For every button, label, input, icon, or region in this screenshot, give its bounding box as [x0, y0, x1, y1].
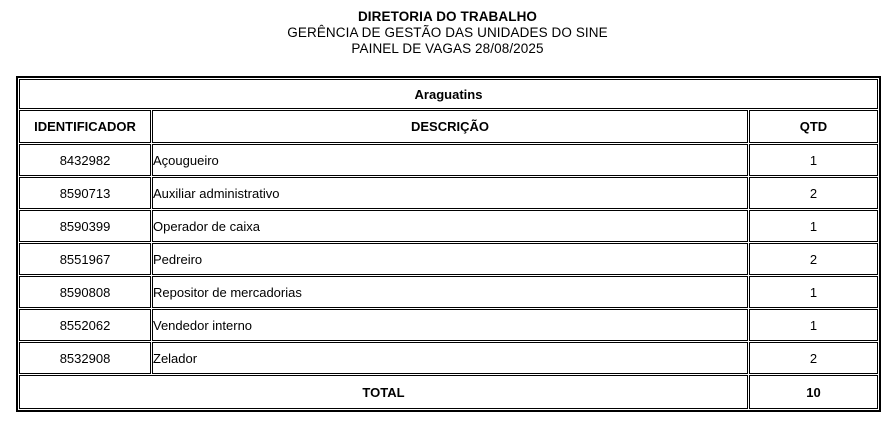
row-descricao: Vendedor interno: [152, 309, 748, 341]
total-row: [19, 375, 878, 409]
row-qtd: 1: [749, 276, 878, 308]
table-row: [19, 144, 878, 176]
report-date-line: PAINEL DE VAGAS 28/08/2025: [351, 41, 544, 56]
row-identificador: 8432982: [19, 144, 151, 176]
row-descricao: Operador de caixa: [152, 210, 748, 242]
row-qtd: 1: [749, 144, 878, 176]
row-descricao: Repositor de mercadorias: [152, 276, 748, 308]
row-identificador: 8532908: [19, 342, 151, 374]
column-header-row: [19, 110, 878, 143]
row-qtd: 1: [749, 309, 878, 341]
unit-title-row: [19, 79, 878, 109]
table-row: [19, 342, 878, 374]
report-subtitle: GERÊNCIA DE GESTÃO DAS UNIDADES DO SINE: [287, 25, 608, 40]
row-qtd: 1: [749, 210, 878, 242]
row-identificador: 8552062: [19, 309, 151, 341]
table-row: [19, 309, 878, 341]
column-header-identificador: IDENTIFICADOR: [19, 110, 151, 143]
row-qtd: 2: [749, 177, 878, 209]
table-row: [19, 210, 878, 242]
row-identificador: 8590808: [19, 276, 151, 308]
row-identificador: 8590399: [19, 210, 151, 242]
row-qtd: 2: [749, 342, 878, 374]
row-descricao: Zelador: [152, 342, 748, 374]
vacancies-table: [16, 76, 881, 412]
column-header-qtd: QTD: [749, 110, 878, 143]
row-qtd: 2: [749, 243, 878, 275]
row-descricao: Açougueiro: [152, 144, 748, 176]
report-header: [0, 0, 895, 57]
row-identificador: 8551967: [19, 243, 151, 275]
row-descricao: Pedreiro: [152, 243, 748, 275]
column-header-descricao: DESCRIÇÃO: [152, 110, 748, 143]
table-row: [19, 177, 878, 209]
unit-name: Araguatins: [19, 79, 878, 109]
row-identificador: 8590713: [19, 177, 151, 209]
total-label: TOTAL: [19, 375, 748, 409]
row-descricao: Auxiliar administrativo: [152, 177, 748, 209]
total-value: 10: [749, 375, 878, 409]
table-row: [19, 243, 878, 275]
report-title: DIRETORIA DO TRABALHO: [357, 9, 538, 24]
table-row: [19, 276, 878, 308]
